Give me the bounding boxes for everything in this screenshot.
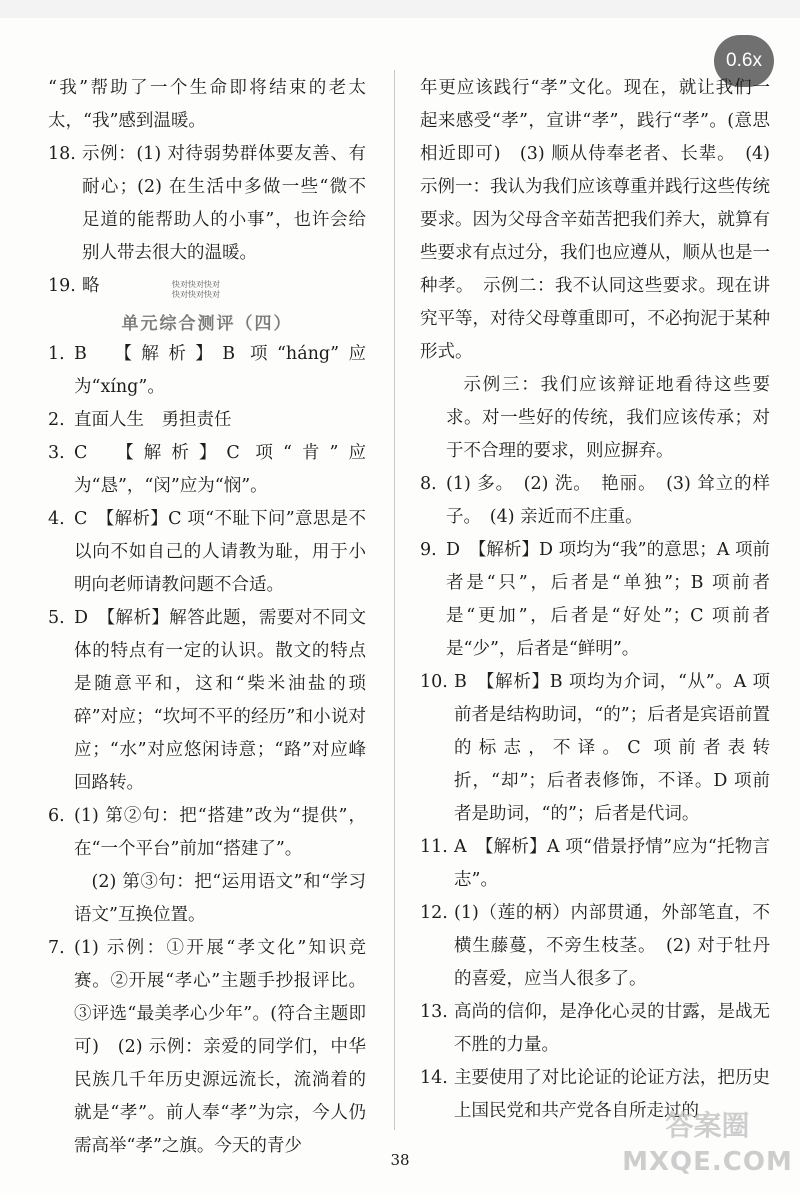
zoom-level-badge[interactable]: 0.6x: [714, 35, 774, 87]
viewer-top-bar: [0, 0, 800, 18]
item-text: (1)（莲的柄）内部贯通，外部笔直，不横生藤蔓，不旁生枝茎。 (2) 对于牡丹的喜爱，应当人很多了。: [454, 903, 770, 989]
item-number: 2.: [48, 410, 65, 430]
item-text: C 【解析】C 项“肯”应为“恳”，“闵”应为“悯”。: [74, 443, 366, 496]
item-number: 6.: [48, 806, 65, 826]
handwritten-note: [172, 280, 220, 300]
answer-item: [420, 468, 770, 534]
item-number: 7.: [48, 938, 65, 958]
answer-item: [48, 138, 366, 270]
item-text: C 【解析】C 项“不耻下问”意思是不以向不如自己的人请教为耻，用于小明向老师请教问题不合适。: [74, 509, 366, 595]
item-text: 示例三：我们应该辩证地看待这些要求。对一些好的传统，我们应该传承；对于不合理的要求，则应摒弃。: [446, 375, 770, 461]
item-number: 12.: [420, 903, 448, 923]
item-text: “我”帮助了一个生命即将结束的老太太，“我”感到温暖。: [48, 78, 366, 131]
item-number: 3.: [48, 443, 65, 463]
item-text: B 【解析】B 项均为介词，“从”。A 项前者是结构助词，“的”；后者是宾语前置的标志，不译。C 项前者表转折，“却”；后者表修饰，不译。D 项前者是助词，“的”；后者是代词。: [454, 672, 770, 824]
item-number: 13.: [420, 1002, 448, 1022]
watermark-main: 答案圈: [665, 1109, 750, 1142]
answer-item: [420, 666, 770, 831]
item-number: 14.: [420, 1068, 448, 1088]
item-text: A 【解析】A 项“借景抒情”应为“托物言志”。: [454, 837, 770, 890]
note-line: 快对快对快对: [172, 290, 220, 299]
item-number: 10.: [420, 672, 448, 692]
item-number: 19.: [48, 276, 76, 296]
item-text: (1) 第②句：把“搭建”改为“提供”，在“一个平台”前加“搭建了”。: [74, 806, 366, 859]
left-column: [48, 72, 366, 1163]
item-text: 主要使用了对比论证的论证方法，把历史上国民党和共产党各自所走过的: [454, 1068, 770, 1121]
answer-item: [48, 503, 366, 602]
item-text: (2) 第③句：把“运用语文”和“学习语文”互换位置。: [74, 872, 366, 925]
answer-item: [48, 437, 366, 503]
item-text: 示例：(1) 对待弱势群体要友善、有耐心；(2) 在生活中多做一些“微不足道的能帮助人的小事”，也许会给别人带去很大的温暖。: [82, 144, 366, 263]
item-number: 8.: [420, 474, 437, 494]
item-text: D 【解析】D 项均为“我”的意思；A 项前者是“只”，后者是“单独”；B 项前者是“更加”，后者是“好处”；C 项前者是“少”，后者是“鲜明”。: [446, 540, 770, 659]
answer-item: [48, 338, 366, 404]
answer-item: [48, 932, 366, 1163]
item-text: (1) 多。 (2) 洗。 艳丽。 (3) 耸立的样子。 (4) 亲近而不庄重。: [446, 474, 770, 527]
answer-item: [48, 800, 366, 866]
column-divider: [394, 70, 395, 1130]
item-text: 高尚的信仰，是净化心灵的甘露，是战无不胜的力量。: [454, 1002, 770, 1055]
item-number: 5.: [48, 608, 65, 628]
item-text: 直面人生 勇担责任: [74, 410, 232, 430]
right-column: [420, 72, 770, 1128]
page-number: 38: [390, 1151, 410, 1169]
watermark-site: MXQE.COM: [622, 1147, 793, 1177]
item-text: D 【解析】解答此题，需要对不同文体的特点有一定的认识。散文的特点是随意平和，这和“柴米油盐的琐碎”对应；“坎坷不平的经历”和小说对应；“水”对应悠闲诗意；“路”对应峰回路转。: [74, 608, 366, 793]
item-number: 11.: [420, 837, 448, 857]
answer-item: [48, 72, 366, 138]
answer-item: [420, 996, 770, 1062]
answer-item: [420, 831, 770, 897]
answer-item: [420, 534, 770, 666]
answer-item: [48, 602, 366, 800]
item-text: 略: [82, 276, 100, 296]
item-text: (1) 示例：①开展“孝文化”知识竞赛。②开展“孝心”主题手抄报评比。③评选“最美孝心少年”。(符合主题即可) (2) 示例：亲爱的同学们，中华民族几千年历史源远流长，流淌着的就是“孝”。前人奉“孝”为宗，今人仍需高举“孝”之旗。今天的青少: [74, 938, 366, 1156]
answer-item: [420, 897, 770, 996]
answer-item: [420, 369, 770, 468]
watermark-logo: [620, 1108, 795, 1188]
item-text: 年更应该践行“孝”文化。现在，就让我们一起来感受“孝”，宣讲“孝”，践行“孝”。(意思相近即可) (3) 顺从侍奉老者、长辈。 (4) 示例一：我认为我们应该尊重并践行这些传统要求。因为父母含辛茹苦把我们养大，就算有些要求有点过分，我们也应遵从，顺从也是一种孝。 示例二：我不认同这些要求。现在讲究平等，对待父母尊重即可，不必拘泥于某种形式。: [420, 78, 770, 362]
answer-item: [420, 72, 770, 369]
section-title: 单元综合测评（四）: [121, 314, 293, 334]
answer-item: [48, 404, 366, 437]
item-number: 4.: [48, 509, 65, 529]
item-text: B 【解析】B 项“háng”应为“xíng”。: [74, 344, 366, 397]
note-line: 快对快对快对: [172, 280, 220, 289]
answer-item: [48, 866, 366, 932]
item-number: 18.: [48, 144, 76, 164]
item-number: 1.: [48, 344, 65, 364]
item-number: 9.: [420, 540, 437, 560]
